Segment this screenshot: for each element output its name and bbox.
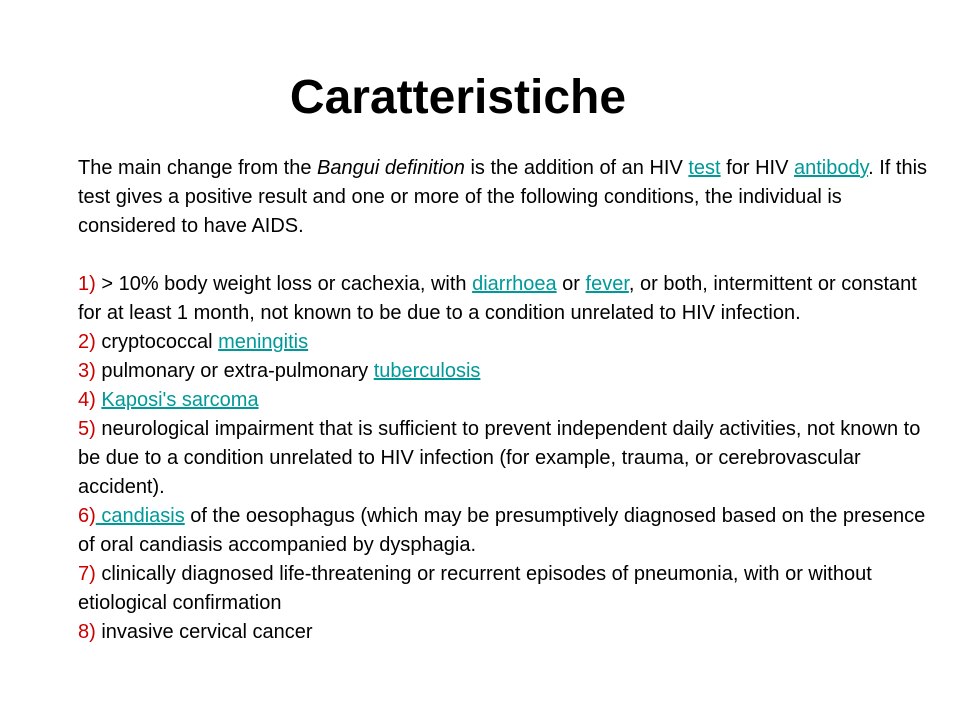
- intro-text-3: for HIV: [720, 157, 794, 179]
- list-item-4: [78, 386, 928, 415]
- link-diarrhoea[interactable]: diarrhoea: [472, 273, 557, 295]
- list-item-6: [78, 502, 928, 560]
- bangui-definition-text: Bangui definition: [317, 157, 465, 179]
- slide-body: [78, 154, 928, 647]
- link-kaposis-sarcoma[interactable]: Kaposi's sarcoma: [101, 389, 259, 411]
- intro-text-1: The main change from the: [78, 157, 318, 179]
- list-item-3: [78, 357, 928, 386]
- item-text: of the oesophagus (which may be presumptively diagnosed based on the presence of oral candiasis accompanied by dysphagia.: [78, 505, 926, 556]
- list-item-5: [78, 415, 928, 502]
- intro-paragraph: [78, 154, 928, 241]
- item-text: , or both, intermittent or constant for at least 1 month, not known to be due to a condition unrelated to HIV infection.: [78, 273, 917, 324]
- item-number: 8): [78, 621, 96, 643]
- item-text: neurological impairment that is sufficient to prevent independent daily activities, not known to be due to a condition unrelated to HIV infection (for example, trauma, or cerebrovascular accident).: [78, 418, 921, 498]
- link-candiasis[interactable]: candiasis: [95, 505, 185, 527]
- item-number: 1): [78, 273, 96, 295]
- item-text: > 10% body weight loss or cachexia, with: [95, 273, 473, 295]
- link-meningitis[interactable]: meningitis: [218, 331, 309, 353]
- list-item-2: [78, 328, 928, 357]
- link-fever[interactable]: fever: [585, 273, 629, 295]
- list-item-8: [78, 618, 928, 647]
- item-text: invasive cervical cancer: [95, 621, 313, 643]
- item-number: 2): [78, 331, 96, 353]
- list-item-7: [78, 560, 928, 618]
- item-text: or: [556, 273, 586, 295]
- item-number: 7): [78, 563, 96, 585]
- list-item-1: [78, 270, 928, 328]
- intro-text-4: . If this test gives a positive result and one or more of the following conditions, the individual is considered to have AIDS.: [78, 157, 928, 237]
- slide-title: Caratteristiche: [289, 71, 627, 124]
- intro-text-2: is the addition of an HIV: [464, 157, 689, 179]
- item-text: pulmonary or extra-pulmonary: [95, 360, 374, 382]
- item-number: 4): [78, 389, 96, 411]
- item-number: 5): [78, 418, 96, 440]
- item-number: 6): [78, 505, 96, 527]
- link-test[interactable]: test: [688, 157, 721, 179]
- item-number: 3): [78, 360, 96, 382]
- item-text: cryptococcal: [95, 331, 219, 353]
- link-tuberculosis[interactable]: tuberculosis: [373, 360, 481, 382]
- item-text: clinically diagnosed life-threatening or recurrent episodes of pneumonia, with or without etiological confirmation: [78, 563, 872, 614]
- link-antibody[interactable]: antibody: [793, 157, 869, 179]
